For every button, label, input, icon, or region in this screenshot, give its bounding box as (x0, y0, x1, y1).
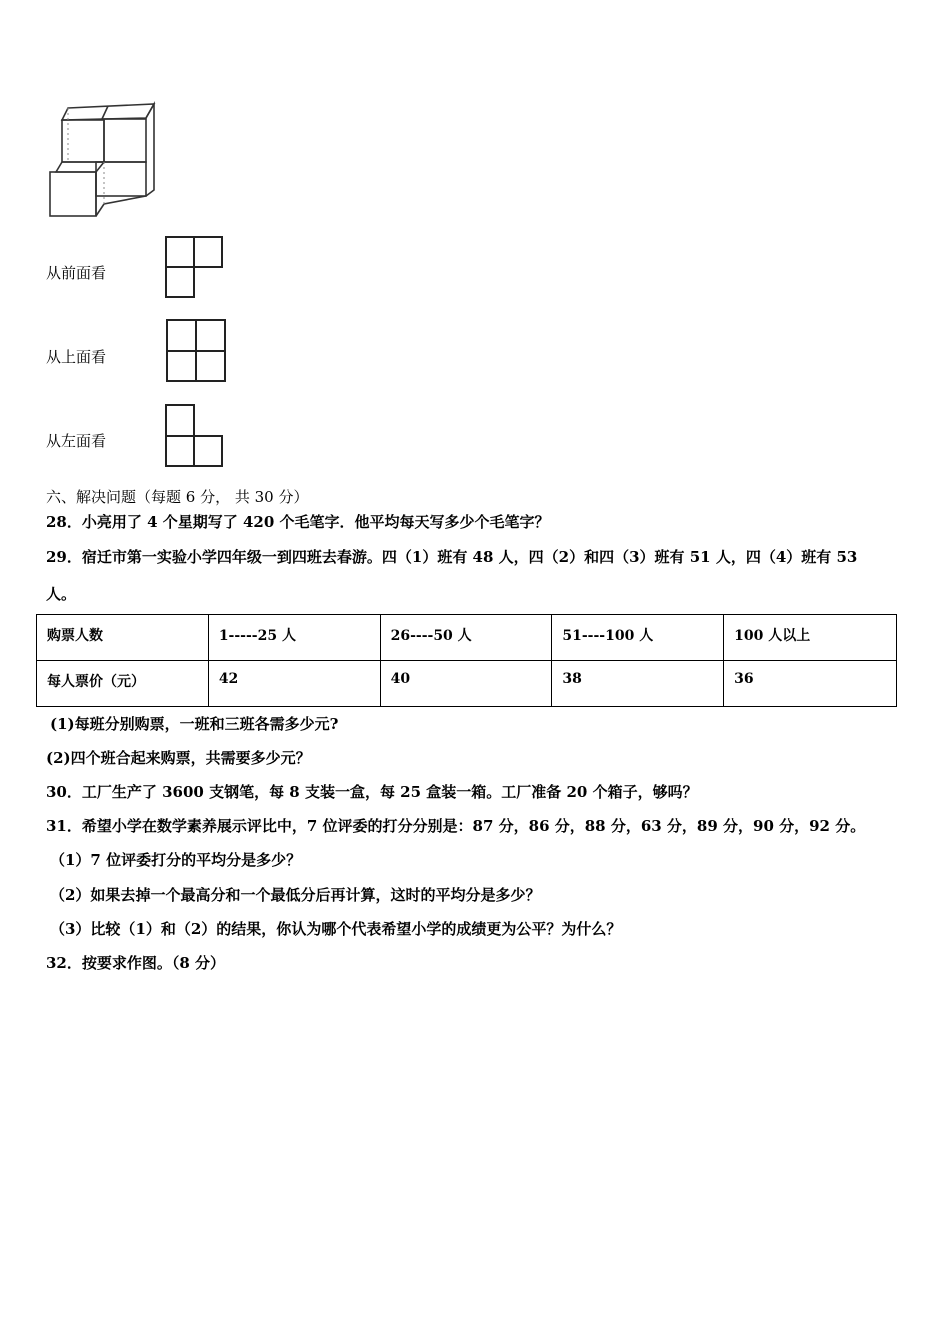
table-row (37, 661, 897, 707)
question-32: 32．按要求作图。（8 分） (46, 954, 226, 972)
table-header-cell: 100 人以上 (724, 615, 897, 661)
ticket-price-table (36, 614, 897, 707)
table-cell: 40 (380, 661, 552, 707)
question-31: 31．希望小学在数学素养展示评比中，7 位评委的打分分别是：87 分，86 分，88 分，63 分，89 分，90 分，92 分。 (46, 817, 866, 835)
question-29-sub1: (1)每班分别购票，一班和三班各需多少元? (50, 715, 339, 733)
table-row (37, 615, 897, 661)
question-30: 30．工厂生产了 3600 支钢笔，每 8 支装一盒，每 25 盒装一箱。工厂准备 20 个箱子，够吗？ (46, 783, 698, 801)
table-header-cell: 26----50 人 (380, 615, 552, 661)
front-view-label: 从前面看 (46, 264, 107, 282)
question-28: 28．小亮用了 4 个星期写了 420 个毛笔字．他平均每天写多少个毛笔字？ (46, 513, 550, 531)
front-view-grid-icon (165, 236, 225, 300)
section-title: 六、解决问题（每题 6 分， 共 30 分） (46, 488, 309, 506)
question-29-line1: 29．宿迁市第一实验小学四年级一到四班去春游。四（1）班有 48 人，四（2）和四（3）班有 51 人，四（4）班有 53 (46, 548, 858, 566)
cube-solid-figure (46, 100, 156, 220)
question-29-sub2: (2)四个班合起来购票，共需要多少元？ (46, 749, 311, 767)
left-view-grid-icon (165, 404, 225, 468)
table-cell: 42 (208, 661, 380, 707)
question-31-sub1: （1）7 位评委打分的平均分是多少？ (50, 851, 302, 869)
question-31-sub2: （2）如果去掉一个最高分和一个最低分后再计算，这时的平均分是多少？ (50, 886, 541, 904)
table-cell: 38 (552, 661, 724, 707)
table-cell: 每人票价（元） (37, 661, 209, 707)
left-view-label: 从左面看 (46, 432, 107, 450)
table-header-cell: 购票人数 (37, 615, 209, 661)
question-29-line2: 人。 (46, 585, 77, 603)
table-header-cell: 51----100 人 (552, 615, 724, 661)
top-view-label: 从上面看 (46, 348, 107, 366)
table-cell: 36 (724, 661, 897, 707)
table-header-cell: 1-----25 人 (208, 615, 380, 661)
top-view-grid-icon (166, 319, 228, 383)
question-31-sub3: （3）比较（1）和（2）的结果，你认为哪个代表希望小学的成绩更为公平？为什么？ (50, 920, 622, 938)
